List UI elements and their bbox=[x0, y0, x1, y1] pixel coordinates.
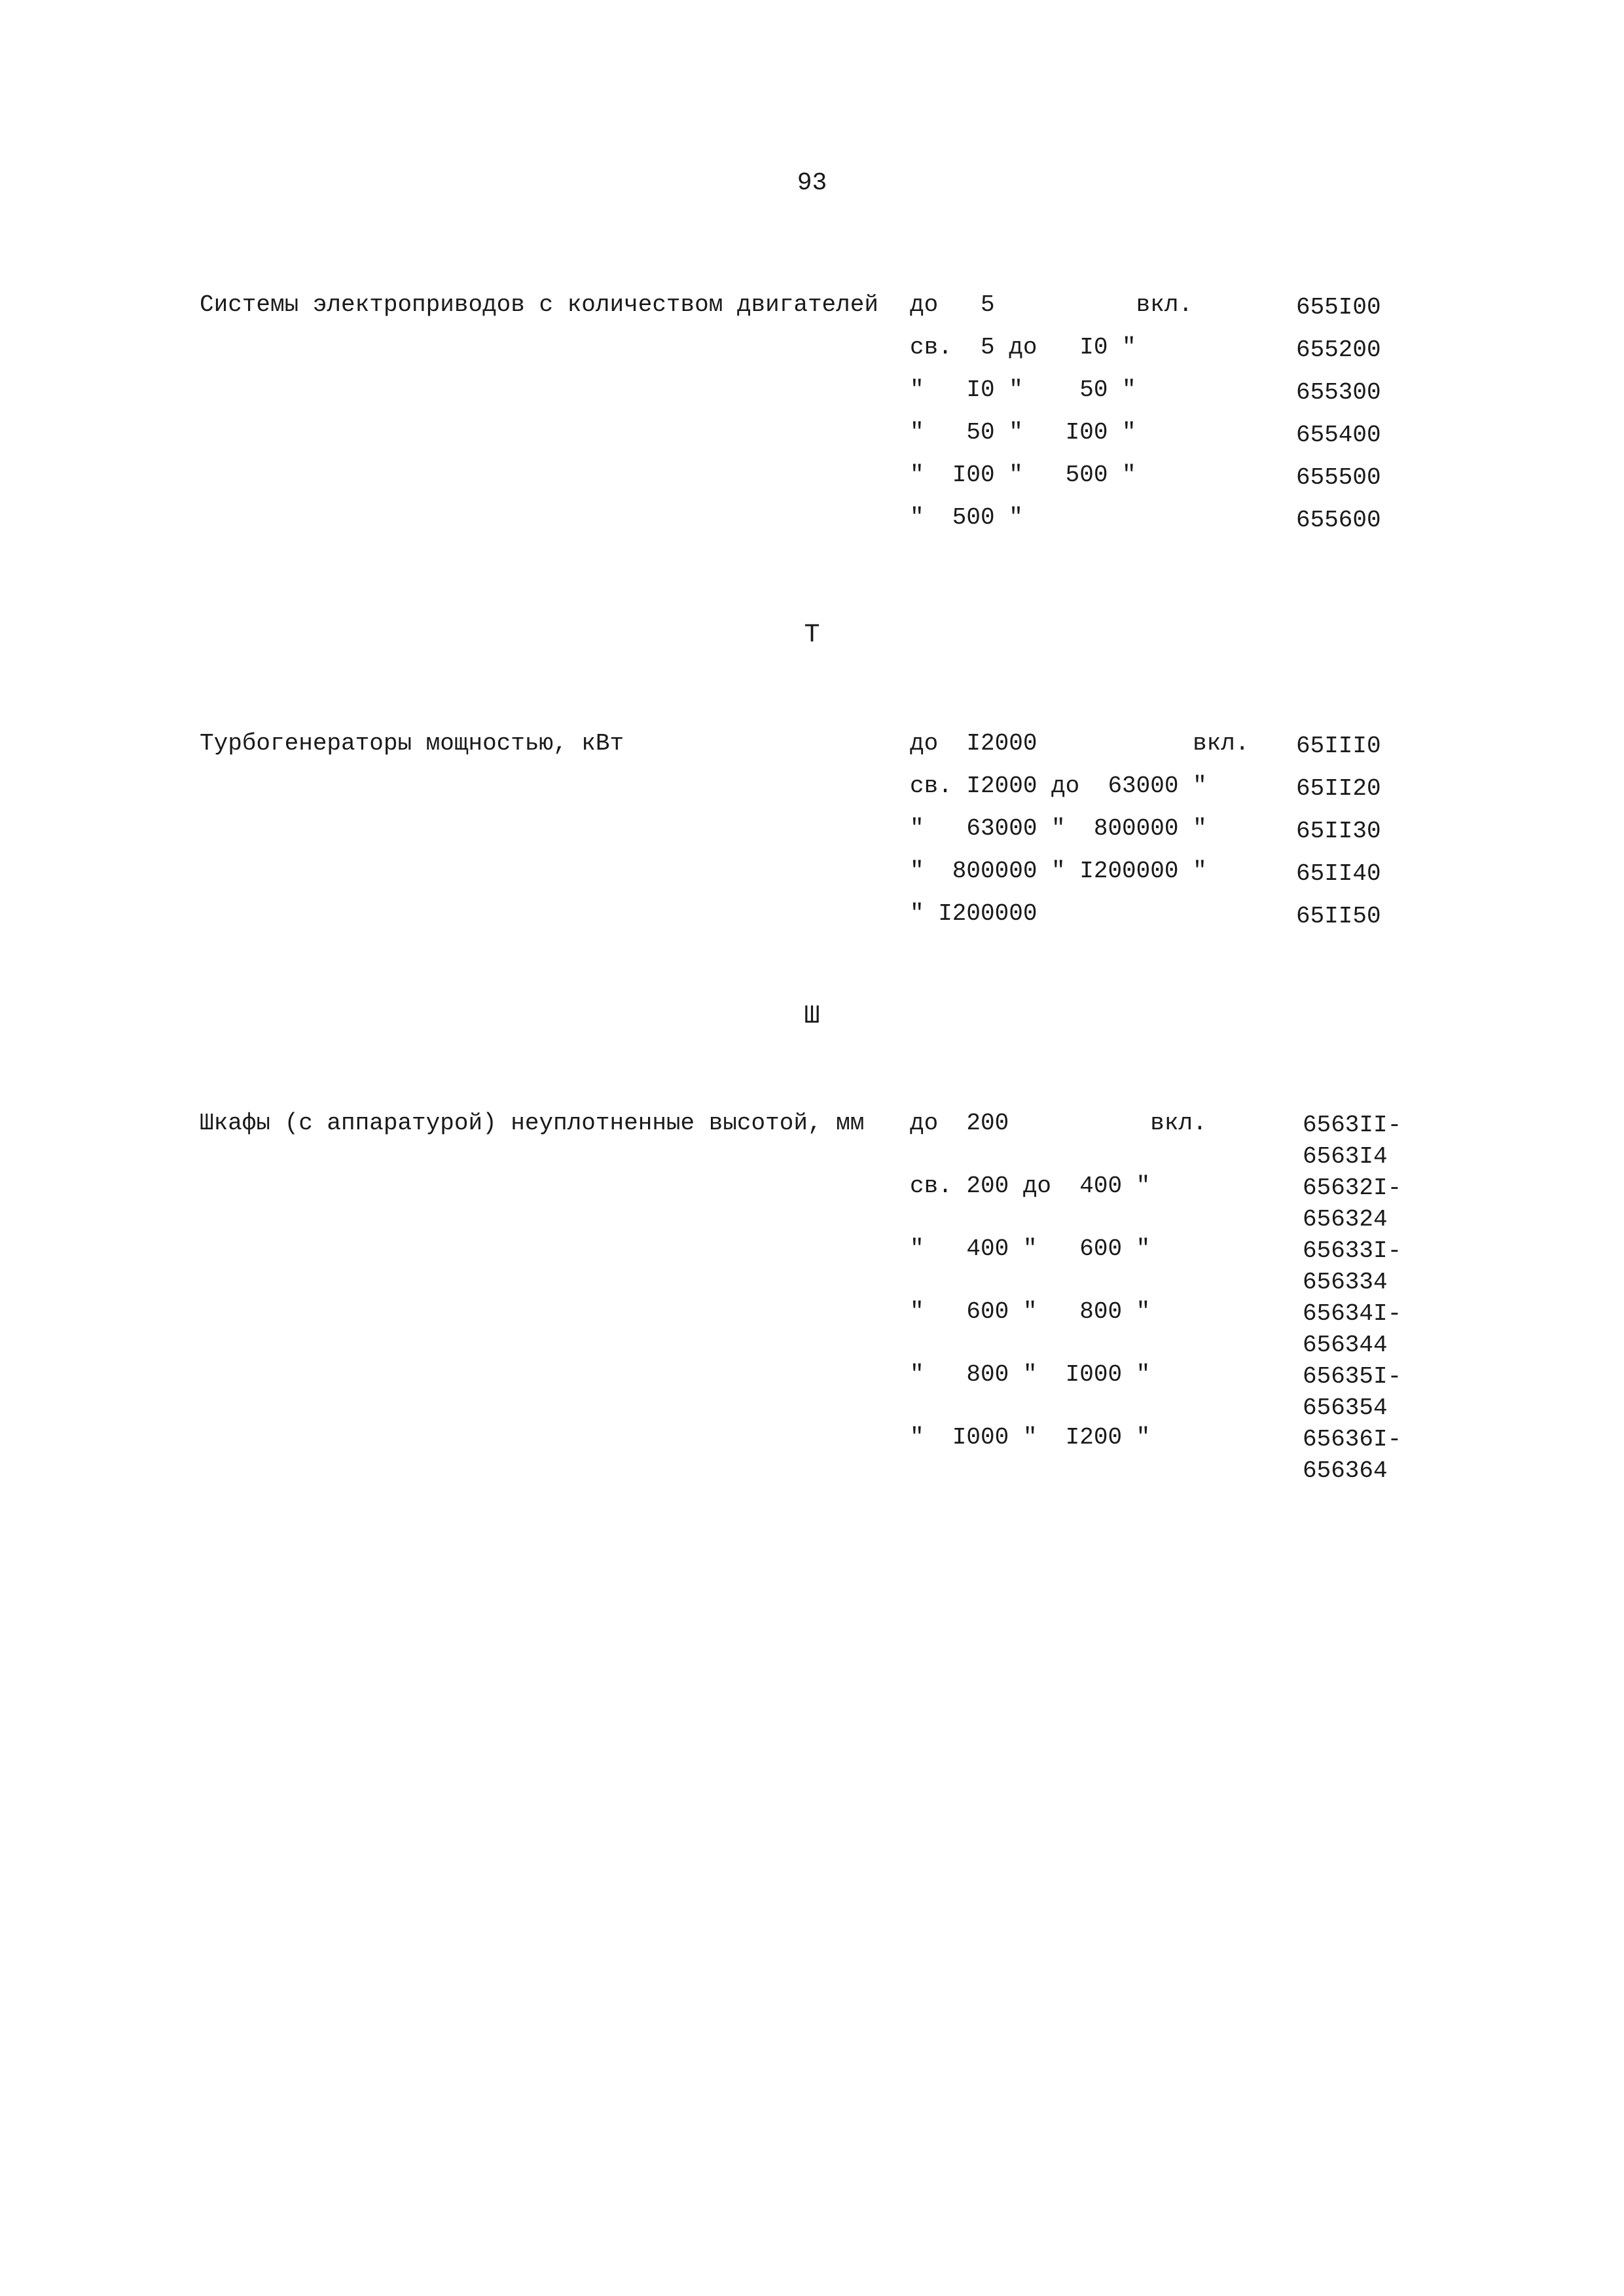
table-row bbox=[910, 900, 1420, 943]
table-row bbox=[910, 504, 1420, 547]
code-cell: 65III0 bbox=[1296, 733, 1381, 759]
range-cell: " 50 " I00 " bbox=[910, 419, 1136, 446]
code-cell: 65II50 bbox=[1296, 903, 1381, 930]
table-row bbox=[910, 376, 1420, 419]
code-cell: 65635I- 656354 bbox=[1303, 1363, 1402, 1421]
section-letter-sh: Ш bbox=[804, 1002, 820, 1031]
table-row bbox=[910, 291, 1420, 334]
range-cell: " I0 " 50 " bbox=[910, 376, 1136, 403]
range-cell: " 800 " I000 " bbox=[910, 1361, 1151, 1388]
code-cell: 655300 bbox=[1296, 379, 1381, 406]
range-cell: до 5 вкл. bbox=[910, 291, 1193, 318]
table-row bbox=[910, 1173, 1420, 1235]
range-cell: " 500 " bbox=[910, 504, 1023, 531]
range-cell: св. 200 до 400 " bbox=[910, 1173, 1151, 1199]
page-number: 93 bbox=[797, 169, 827, 197]
section-label: Турбогенераторы мощностью, кВт bbox=[200, 730, 624, 757]
table-row bbox=[910, 1424, 1420, 1487]
code-cell: 655500 bbox=[1296, 464, 1381, 491]
table-row bbox=[910, 419, 1420, 462]
table-row bbox=[910, 858, 1420, 900]
code-cell: 65634I- 656344 bbox=[1303, 1300, 1402, 1358]
table-row bbox=[910, 815, 1420, 858]
range-cell: " I200000 bbox=[910, 900, 1038, 927]
table-row bbox=[910, 334, 1420, 376]
section-letter-t: Т bbox=[804, 621, 820, 650]
code-cell: 65II30 bbox=[1296, 818, 1381, 845]
table-row bbox=[910, 1298, 1420, 1361]
range-cell: " I000 " I200 " bbox=[910, 1424, 1151, 1451]
code-cell: 655600 bbox=[1296, 507, 1381, 534]
range-table bbox=[910, 730, 1420, 943]
section-label: Системы электроприводов с количеством двигателей bbox=[200, 291, 878, 318]
range-cell: " I00 " 500 " bbox=[910, 462, 1136, 488]
range-cell: до I2000 вкл. bbox=[910, 730, 1250, 757]
code-cell: 65632I- 656324 bbox=[1303, 1175, 1402, 1233]
range-cell: " 800000 " I200000 " bbox=[910, 858, 1207, 884]
section-label: Шкафы (с аппаратурой) неуплотненные высотой, мм bbox=[200, 1110, 865, 1137]
table-row bbox=[910, 730, 1420, 773]
range-cell: " 400 " 600 " bbox=[910, 1235, 1151, 1262]
code-cell: 65633I- 656334 bbox=[1303, 1237, 1402, 1296]
range-cell: св. I2000 до 63000 " bbox=[910, 773, 1207, 799]
table-row bbox=[910, 1110, 1420, 1173]
code-cell: 655400 bbox=[1296, 422, 1381, 448]
range-cell: " 63000 " 800000 " bbox=[910, 815, 1207, 842]
code-cell: 65II40 bbox=[1296, 860, 1381, 887]
table-row bbox=[910, 462, 1420, 504]
code-cell: 655I00 bbox=[1296, 294, 1381, 321]
range-cell: до 200 вкл. bbox=[910, 1110, 1207, 1137]
code-cell: 65II20 bbox=[1296, 775, 1381, 802]
code-cell: 655200 bbox=[1296, 337, 1381, 363]
code-cell: 65636I- 656364 bbox=[1303, 1426, 1402, 1484]
table-row bbox=[910, 1361, 1420, 1424]
table-row bbox=[910, 1235, 1420, 1298]
range-cell: " 600 " 800 " bbox=[910, 1298, 1151, 1325]
range-table bbox=[910, 1110, 1420, 1487]
range-cell: св. 5 до I0 " bbox=[910, 334, 1136, 361]
table-row bbox=[910, 773, 1420, 815]
code-cell: 6563II- 6563I4 bbox=[1303, 1112, 1402, 1170]
range-table bbox=[910, 291, 1420, 547]
